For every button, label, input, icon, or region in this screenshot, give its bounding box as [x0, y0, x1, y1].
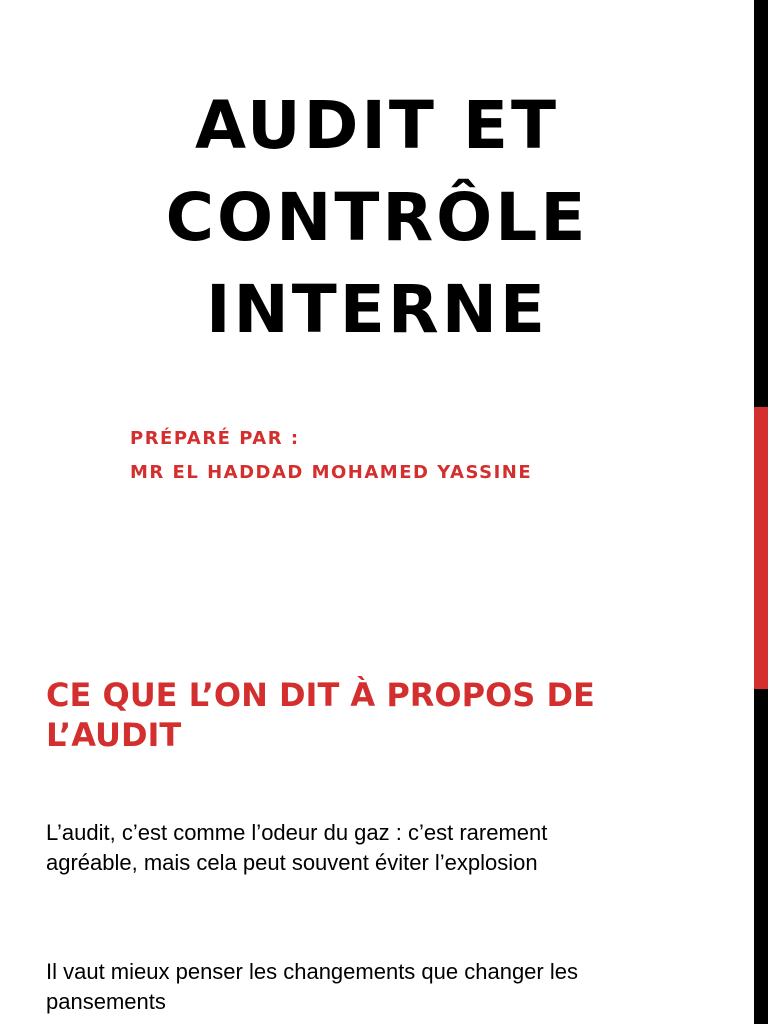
slide-title-line: L’AUDIT: [46, 716, 182, 754]
slide-title-line: CE QUE L’ON DIT À PROPOS DE: [46, 676, 595, 714]
author-name: MR EL HADDAD MOHAMED YASSINE: [130, 462, 533, 483]
scrollbar-thumb[interactable]: [754, 407, 768, 689]
byline: [130, 422, 532, 490]
quote-text: [46, 957, 676, 1017]
quote-line: pansements: [46, 989, 166, 1014]
quote-line: Il vaut mieux penser les changements que changer les: [46, 959, 578, 984]
slide-title: [46, 675, 686, 755]
quotes-slide: [0, 615, 754, 1024]
title-line: CONTRÔLE: [165, 179, 589, 256]
quote-text: [46, 818, 676, 878]
quote-line: L’audit, c’est comme l’odeur du gaz : c’est rarement: [46, 820, 548, 845]
byline-label: PRÉPARÉ PAR :: [130, 428, 300, 449]
quote-line: agréable, mais cela peut souvent éviter l’explosion: [46, 850, 538, 875]
presentation-title: [0, 80, 754, 356]
scrollbar-rail[interactable]: [754, 0, 768, 1024]
title-line: AUDIT ET: [194, 87, 560, 164]
title-line: INTERNE: [205, 271, 549, 348]
